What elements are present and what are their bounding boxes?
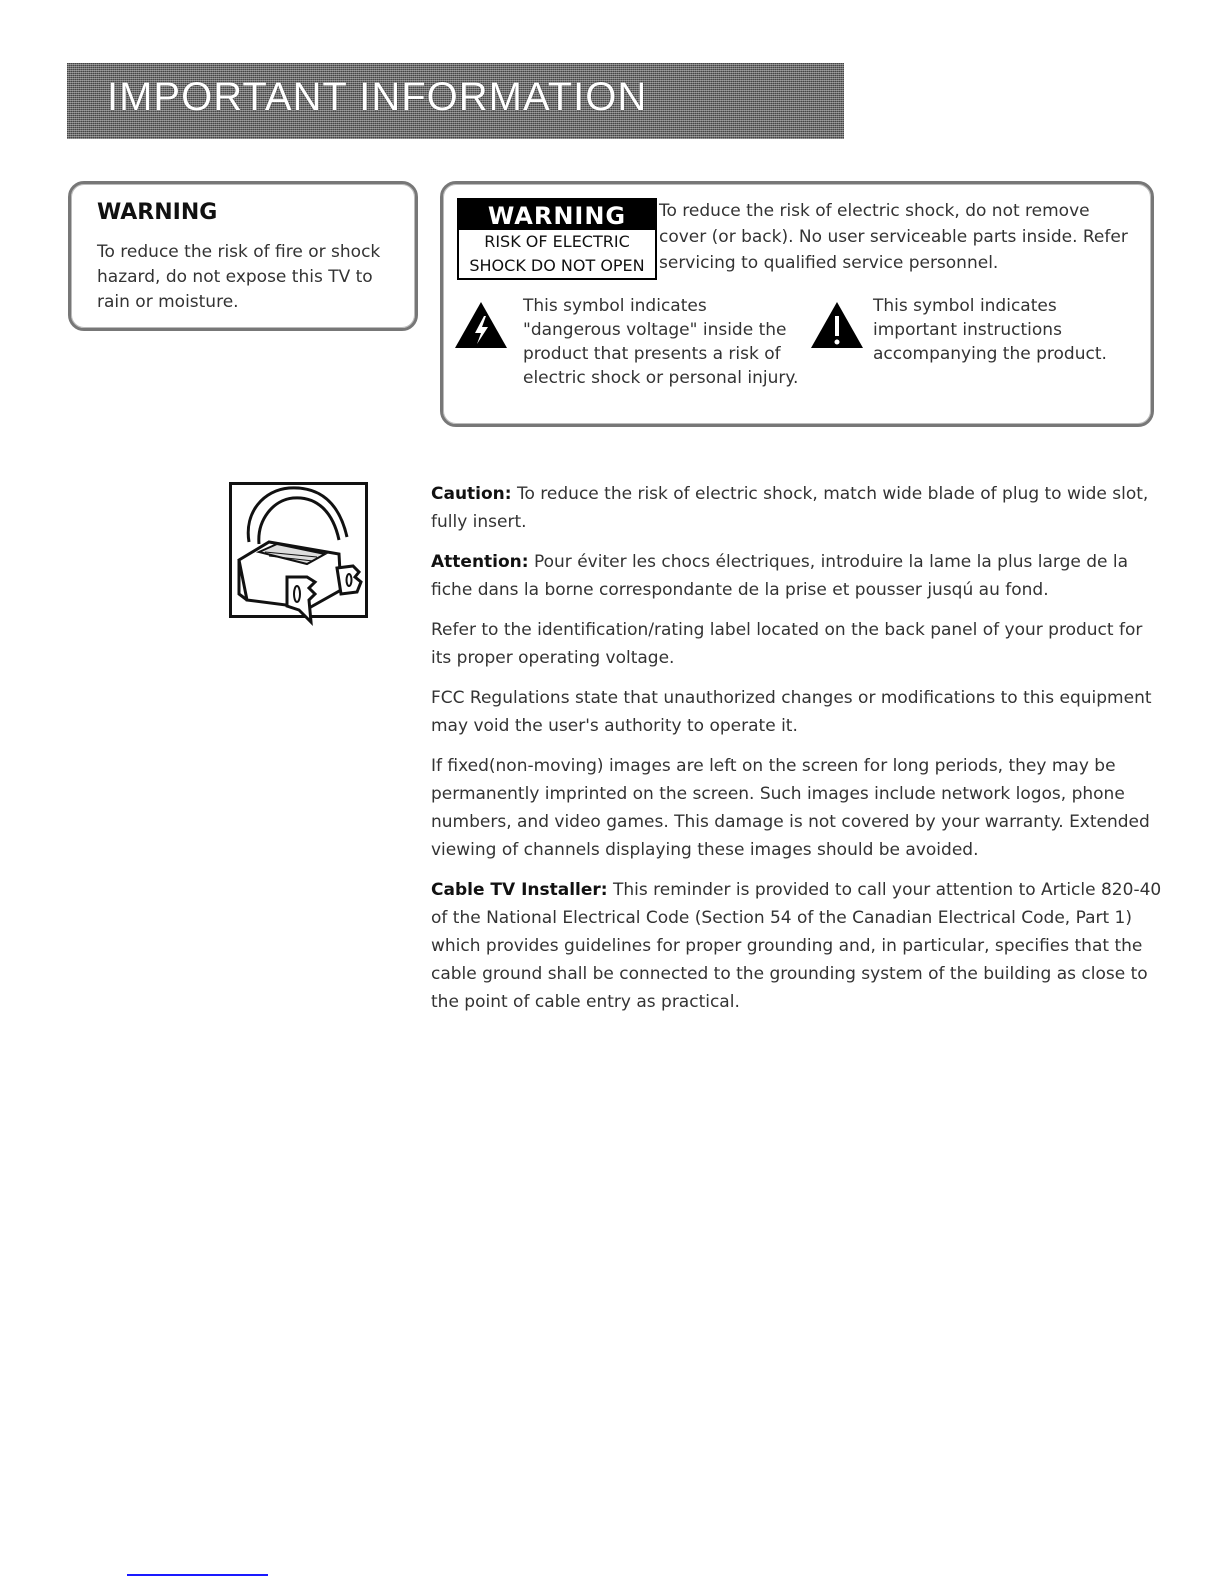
page-title: IMPORTANT INFORMATION <box>107 75 648 119</box>
lightning-triangle-icon <box>453 300 509 350</box>
attention-text: Pour éviter les chocs électriques, introduire la lame la plus large de la fiche dans la borne correspondante de la prise et pousser jusqú au fond. <box>431 552 1129 600</box>
warning-heading: WARNING <box>97 200 218 225</box>
symbol-dangerous-voltage-text: This symbol indicates "dangerous voltage" inside the product that presents a risk of electric shock or personal injury. <box>523 296 799 388</box>
page-title-banner <box>67 63 844 139</box>
screen-burn-paragraph: If fixed(non-moving) images are left on the screen for long periods, they may be permanently imprinted on the screen. Such images include network logos, phone numbers, and video games. This damage is not covered by your warranty. Extended viewing of channels displaying these images should be avoided. <box>431 756 1150 860</box>
attention-paragraph <box>431 548 1166 604</box>
attention-label: Attention: <box>431 552 529 572</box>
polarized-plug-icon <box>229 482 379 632</box>
warning-body: To reduce the risk of fire or shock hazard, do not expose this TV to rain or moisture. <box>97 242 381 312</box>
caution-paragraph <box>431 480 1166 536</box>
cable-installer-label: Cable TV Installer: <box>431 880 608 900</box>
symbol-important-instructions-text: This symbol indicates important instructions accompanying the product. <box>873 296 1107 364</box>
shock-warning-label <box>457 198 657 280</box>
caution-text: To reduce the risk of electric shock, match wide blade of plug to wide slot, fully insert. <box>431 484 1149 532</box>
rating-label-paragraph: Refer to the identification/rating label located on the back panel of your product for its proper operating voltage. <box>431 620 1143 668</box>
caution-label: Caution: <box>431 484 512 504</box>
fcc-paragraph: FCC Regulations state that unauthorized changes or modifications to this equipment may void the user's authority to operate it. <box>431 688 1152 736</box>
cable-installer-text: This reminder is provided to call your attention to Article 820-40 of the National Electrical Code (Section 54 of the Canadian Electrical Code, Part 1) which provides guidelines for proper grounding and, in particular, specifies that the cable ground shall be connected to the grounding system of the building as close to the point of cable entry as practical. <box>431 880 1162 1012</box>
safety-instructions <box>431 480 1166 1028</box>
shock-warning-box <box>440 181 1154 427</box>
footer-rule <box>127 1574 268 1576</box>
exclamation-triangle-icon <box>809 300 865 350</box>
shock-label-line1: RISK OF ELECTRIC <box>484 232 630 251</box>
polarized-plug-illustration <box>229 482 368 618</box>
shock-label-title: WARNING <box>459 200 655 230</box>
moisture-warning-box <box>68 181 418 331</box>
cable-installer-paragraph <box>431 876 1166 1016</box>
shock-warning-text: To reduce the risk of electric shock, do not remove cover (or back). No user serviceable parts inside. Refer servicing to qualified service personnel. <box>659 201 1128 273</box>
shock-label-line2: SHOCK DO NOT OPEN <box>469 256 645 275</box>
